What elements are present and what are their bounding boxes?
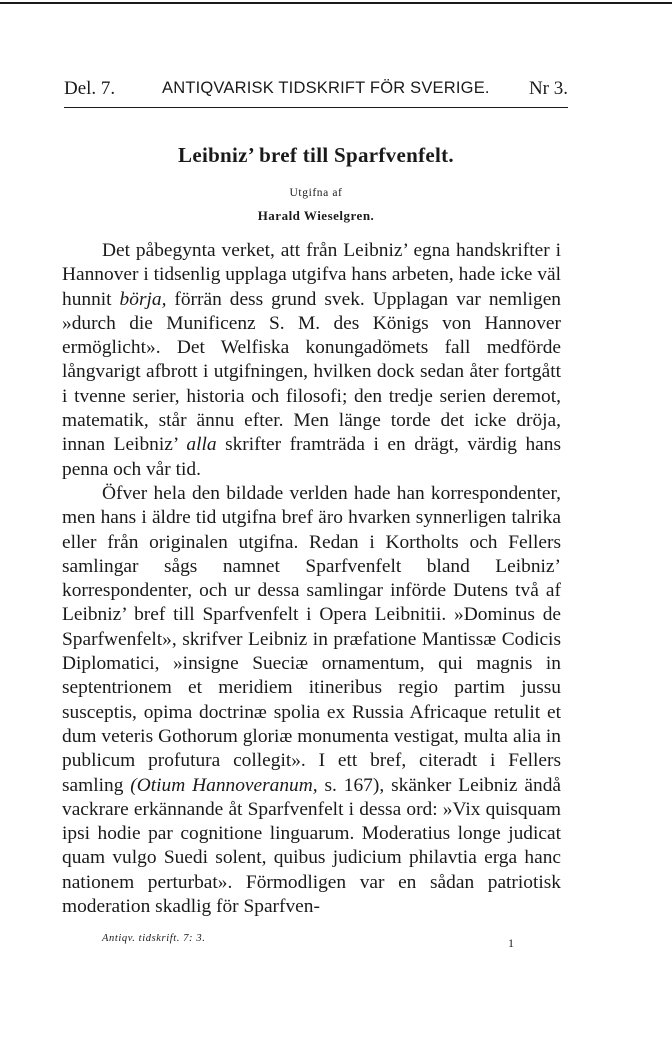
volume-label: Del. 7. [64, 78, 116, 99]
paragraph-2-text-b: s. 167), skänker Leibniz ändå vackrare erkännande åt Sparfvenfelt i dessa ord: »Vix quisquam ipsi hodie par cognitione linguarum. Moderatius longe judicat quam vulgo Suedi solent, quibus judicium philavtia erga hanc nationem perturbat». Förmodligen var en sådan patriotisk moderation skadlig för Sparfven- [62, 774, 561, 918]
paragraph-2-text-a: Öfver hela den bildade verlden hade han korrespondenter, men hans i äldre tid utgifna bref äro hvarken synnerligen talrika eller från originalen utgifna. Redan i Kortholts och Fellers samlingar sågs namnet Sparfvenfelt bland Leibniz’ korrespondenter, och ur dessa samlingar införde Dutens två af Leibniz’ bref till Sparfvenfelt i Opera Leibnitii. »Dominus de Sparfwenfelt», skrifver Leibniz in præfatione Mantissæ Codicis Diplomatici, »insigne Sueciæ ornamentum, qui magnis in septentrionem et meridiem itineribus regio partim jussu susceptis, opima doctrinæ spolia ex Russia Africaque retulit et dum veteris Gothorum gloriæ monumenta vestigat, multa alia in publicum profutura collegit». I ett bref, citeradt i Fellers samling [62, 482, 561, 796]
article-title: Leibniz’ bref till Sparfvenfelt. [178, 143, 454, 167]
paragraph-1 [62, 239, 561, 482]
running-head-rule [64, 107, 568, 108]
paragraph-2 [62, 482, 561, 919]
running-head [64, 78, 568, 106]
page-footer [64, 933, 520, 949]
paragraph-1-text-a: Det påbegynta verket, att från Leibniz’ egna handskrifter i Hannover i tidsenlig upplaga utgifva hans arbeten, hade icke väl hunnit [62, 240, 561, 310]
paragraph-1-italic-a: börja, [119, 288, 167, 310]
paragraph-2-italic-a: (Otium Hannoveranum, [130, 774, 318, 796]
issue-number: Nr 3. [528, 78, 568, 99]
journal-title: ANTIQVARISK TIDSKRIFT FÖR SVERIGE. [162, 79, 490, 97]
sheet-number: 1 [508, 936, 514, 950]
paragraph-1-text-c: skrifter framträda i en drägt, värdig hans penna och vår tid. [62, 434, 562, 480]
article-subtitle: Utgifna af [289, 187, 343, 199]
page-top-edge [0, 2, 672, 4]
article-author: Harald Wieselgren. [257, 208, 375, 223]
paragraph-1-text-b: förrän dess grund svek. Upplagan var nemligen »durch die Munificenz S. M. des Königs von Hannover ermöglicht». Det Welfiska konungadömets fall medförde långvarigt afbrott i utgifningen, hvilken dock sedan åter fortgått i tvenne serier, historia och filosofi; den tredje serien deremot, matematik, står ännu efter. Men länge torde det icke dröja, innan Leibniz’ [62, 288, 561, 456]
printer-signature: Antiqv. tidskrift. 7: 3. [102, 933, 206, 944]
article-body [62, 239, 561, 919]
paragraph-1-italic-b: alla [186, 434, 217, 456]
